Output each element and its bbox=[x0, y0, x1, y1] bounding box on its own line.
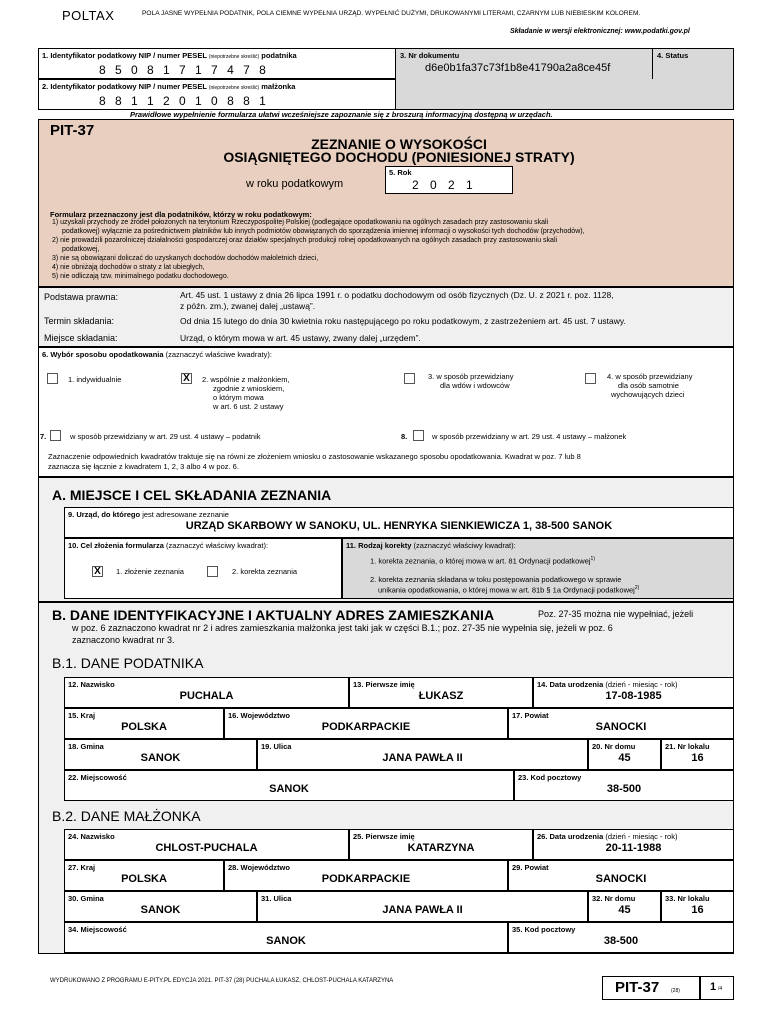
field-14[interactable] bbox=[533, 677, 734, 708]
condition-2b: podatkowej, bbox=[62, 246, 100, 253]
field-19-value: JANA PAWŁA II bbox=[382, 752, 463, 764]
field-32[interactable] bbox=[588, 891, 661, 922]
field-2-note: (niepotrzebne skreślić) bbox=[208, 85, 260, 91]
intended-heading: Formularz przeznaczony jest dla podatników, którzy w roku podatkowym: bbox=[50, 210, 312, 219]
field-1-label: 1. Identyfikator podatkowy NIP / numer PESEL bbox=[42, 51, 207, 60]
field-27-value: POLSKA bbox=[121, 873, 167, 885]
field-25[interactable] bbox=[349, 829, 533, 860]
deadline-label: Termin składania: bbox=[44, 316, 115, 326]
field-21-value: 16 bbox=[691, 752, 704, 764]
field-20[interactable] bbox=[588, 739, 661, 770]
field-35[interactable] bbox=[508, 922, 734, 953]
field-23-label: 23. Kod pocztowy bbox=[518, 773, 582, 782]
field-33[interactable] bbox=[661, 891, 734, 922]
field-25-value: KATARZYNA bbox=[407, 842, 475, 854]
field-2-label: 2. Identyfikator podatkowy NIP / numer PESEL bbox=[42, 82, 207, 91]
field-34[interactable] bbox=[64, 922, 508, 953]
option-2-line-2: zgodnie z wnioskiem, bbox=[213, 384, 285, 393]
field-11-hint: (zaznaczyć właściwy kwadrat): bbox=[413, 541, 516, 550]
header-note: POLA JASNE WYPEŁNIA PODATNIK, POLA CIEMNE WYPEŁNIA URZĄD. WYPEŁNIĆ DUŻYMI, DRUKOWANYMI LITERAMI, CZARNYM LUB NIEBIESKIM KOLOREM. bbox=[142, 10, 641, 17]
option-3-line-2: dla wdów i wdowców bbox=[440, 381, 510, 390]
field-12[interactable] bbox=[64, 677, 349, 708]
option-1-checkbox[interactable] bbox=[47, 373, 58, 384]
field-26-value: 20-11-1988 bbox=[605, 842, 662, 854]
field-19[interactable] bbox=[257, 739, 588, 770]
field-3-label: 3. Nr dokumentu bbox=[400, 51, 460, 60]
field-14-label: 14. Data urodzenia bbox=[537, 680, 604, 689]
section-a-title: A. MIEJSCE I CEL SKŁADANIA ZEZNANIA bbox=[52, 487, 332, 503]
field-34-value: SANOK bbox=[266, 935, 306, 947]
field-21-label: 21. Nr lokalu bbox=[665, 742, 710, 751]
field-31[interactable] bbox=[257, 891, 588, 922]
section-b-title: B. DANE IDENTYFIKACYJNE I AKTUALNY ADRES ZAMIESZKANIA bbox=[52, 607, 495, 623]
taxation-note-1: Zaznaczenie odpowiednich kwadratów traktuje się na równi ze złożeniem wniosku o zastosowanie wskazanego sposobu opodatkowania. Kwadrat w poz. 7 lub 8 bbox=[48, 452, 581, 461]
field-33-value: 16 bbox=[691, 904, 704, 916]
taxation-note-2: zaznacza się łącznie z kwadratem 1, 2, 3 albo 4 w poz. 6. bbox=[48, 462, 239, 471]
field-24-label: 24. Nazwisko bbox=[68, 832, 115, 841]
form-title-1: ZEZNANIE O WYSOKOŚCI bbox=[311, 136, 487, 152]
field-35-value: 38-500 bbox=[603, 935, 639, 947]
field-11-label: 11. Rodzaj korekty bbox=[346, 541, 412, 550]
field-10-label: 10. Cel złożenia formularza bbox=[68, 541, 164, 550]
field-25-label: 25. Pierwsze imię bbox=[353, 832, 415, 841]
field-32-value: 45 bbox=[618, 904, 631, 916]
condition-5: 5) nie odliczają tzw. minimalnego podatku dochodowego. bbox=[52, 273, 229, 280]
field-22-value: SANOK bbox=[269, 783, 309, 795]
b1-title: B.1. DANE PODATNIKA bbox=[52, 655, 204, 671]
place-label: Miejsce składania: bbox=[44, 333, 118, 343]
option-7-checkbox[interactable] bbox=[50, 430, 61, 441]
footer-page: 1 bbox=[710, 981, 717, 993]
field-27-label: 27. Kraj bbox=[68, 863, 96, 872]
field-28[interactable] bbox=[224, 860, 508, 891]
section-b-note-1: Poz. 27-35 można nie wypełniać, jeżeli bbox=[538, 609, 694, 619]
option-3-line-1: 3. w sposób przewidziany bbox=[428, 372, 514, 381]
correction-label: 2. korekta zeznania bbox=[232, 567, 298, 576]
form-title-2: OSIĄGNIĘTEGO DOCHODU (PONIESIONEJ STRATY) bbox=[223, 149, 575, 165]
field-21[interactable] bbox=[661, 739, 734, 770]
field-22[interactable] bbox=[64, 770, 514, 801]
field-9-label: 9. Urząd, do którego bbox=[68, 510, 141, 519]
filing-label: 1. złożenie zeznania bbox=[116, 567, 184, 576]
field-1-value: 8 5 0 8 1 7 1 7 4 7 8 bbox=[99, 63, 269, 77]
field-24-value: CHLOST-PUCHALA bbox=[155, 842, 258, 854]
field-10-hint: (zaznaczyć właściwy kwadrat): bbox=[165, 541, 269, 550]
field-9-hint: jest adresowane zeznanie bbox=[142, 510, 229, 519]
field-20-label: 20. Nr domu bbox=[592, 742, 636, 751]
place-text: Urząd, o którym mowa w art. 45 ustawy, zwany dalej „urzędem”. bbox=[180, 333, 421, 343]
condition-1b: podatkowej) wyłącznie za pośrednictwem płatników lub innych podmiotów obowiązanych do sporządzenia imiennej informacji o wysokości tych dochodów (przychodów), bbox=[62, 228, 585, 235]
field-15[interactable] bbox=[64, 708, 224, 739]
taxation-label-text: 6. Wybór sposobu opodatkowania bbox=[42, 350, 164, 359]
condition-4: 4) nie obniżają dochodów o straty z lat ubiegłych, bbox=[52, 264, 205, 271]
option-4-line-2: dla osób samotnie bbox=[618, 381, 679, 390]
field-33-label: 33. Nr lokalu bbox=[665, 894, 710, 903]
printed-note: WYDRUKOWANO Z PROGRAMU E-PITY.PL EDYCJA 2021. PIT-37 (28) PUCHALA ŁUKASZ, CHLOST-PUCHALA KATARZYNA bbox=[50, 978, 394, 984]
form-code: PIT-37 bbox=[50, 122, 95, 139]
option-2-line-1: 2. wspólnie z małżonkiem, bbox=[202, 375, 290, 384]
section-b-note-3: zaznaczono kwadrat nr 3. bbox=[72, 635, 175, 645]
field-13[interactable] bbox=[349, 677, 533, 708]
field-24[interactable] bbox=[64, 829, 349, 860]
option-4-line-3: wychowujących dzieci bbox=[611, 390, 685, 399]
field-9-value: URZĄD SKARBOWY W SANOKU, UL. HENRYKA SIENKIEWICZA 1, 38-500 SANOK bbox=[185, 520, 613, 532]
correction-type-2-sup: 2) bbox=[634, 585, 640, 591]
field-13-value: ŁUKASZ bbox=[418, 690, 464, 702]
field-14-value: 17-08-1985 bbox=[605, 690, 662, 702]
deadline-text: Od dnia 15 lutego do dnia 30 kwietnia roku następującego po roku podatkowym, z zastrzeżeniem art. 45 ust. 7 ustawy. bbox=[180, 316, 626, 326]
field-4-label: 4. Status bbox=[657, 51, 689, 60]
option-4-checkbox[interactable] bbox=[585, 373, 596, 384]
field-2-suffix: małżonka bbox=[261, 82, 296, 91]
field-18-label: 18. Gmina bbox=[68, 742, 104, 751]
option-8-checkbox[interactable] bbox=[413, 430, 424, 441]
field-17-value: SANOCKI bbox=[595, 721, 647, 733]
field-26[interactable] bbox=[533, 829, 734, 860]
option-4-line-1: 4. w sposób przewidziany bbox=[607, 372, 693, 381]
correction-checkbox[interactable] bbox=[207, 566, 218, 577]
option-3-checkbox[interactable] bbox=[404, 373, 415, 384]
basis-label: Podstawa prawna: bbox=[44, 292, 119, 302]
field-34-label: 34. Miejscowość bbox=[68, 925, 127, 934]
field-30-label: 30. Gmina bbox=[68, 894, 104, 903]
field-17-label: 17. Powiat bbox=[512, 711, 549, 720]
field-18-value: SANOK bbox=[140, 752, 181, 764]
field-10 bbox=[64, 538, 342, 599]
field-1-note: (niepotrzebne skreślić) bbox=[208, 54, 260, 60]
field-16-label: 16. Województwo bbox=[228, 711, 290, 720]
option-1-label: 1. indywidualnie bbox=[68, 375, 122, 384]
field-31-label: 31. Ulica bbox=[261, 894, 292, 903]
correction-type-2b-text: unikania opodatkowania, o której mowa w art. 81b § 1a Ordynacji podatkowej bbox=[378, 585, 635, 595]
field-15-value: POLSKA bbox=[121, 721, 167, 733]
taxation-hint: (zaznaczyć właściwe kwadraty): bbox=[165, 350, 272, 359]
field-12-value: PUCHALA bbox=[179, 690, 234, 702]
field-17[interactable] bbox=[508, 708, 734, 739]
basis-text-1: Art. 45 ust. 1 ustawy z dnia 26 lipca 1991 r. o podatku dochodowym od osób fizycznych (Dz. U. z 2021 r. poz. 1128, bbox=[180, 290, 614, 300]
field-13-label: 13. Pierwsze imię bbox=[353, 680, 415, 689]
field-26-hint: (dzień - miesiąc - rok) bbox=[605, 832, 678, 841]
field-28-value: PODKARPACKIE bbox=[321, 873, 411, 885]
correction-type-1 bbox=[370, 556, 595, 566]
taxation-label bbox=[42, 350, 272, 359]
electronic-note: Składanie w wersji elektronicznej: www.podatki.gov.pl bbox=[510, 28, 690, 35]
option-7-label: w sposób przewidziany w art. 29 ust. 4 ustawy – podatnik bbox=[70, 432, 261, 441]
footer-code: PIT-37 bbox=[615, 979, 660, 996]
option-2-line-4: w art. 6 ust. 2 ustawy bbox=[213, 402, 284, 411]
year-value: 2 0 2 1 bbox=[412, 178, 477, 192]
option-2-line-3: o którym mowa bbox=[213, 393, 264, 402]
field-20-value: 45 bbox=[618, 752, 631, 764]
field-2-value: 8 8 1 1 2 0 1 0 8 8 1 bbox=[99, 94, 269, 108]
field-23[interactable] bbox=[514, 770, 734, 801]
field-29-label: 29. Powiat bbox=[512, 863, 549, 872]
field-15-label: 15. Kraj bbox=[68, 711, 96, 720]
option-8-number: 8. bbox=[401, 432, 408, 441]
field-14-hint: (dzień - miesiąc - rok) bbox=[605, 680, 678, 689]
field-35-label: 35. Kod pocztowy bbox=[512, 925, 576, 934]
option-7-number: 7. bbox=[40, 432, 47, 441]
field-27[interactable] bbox=[64, 860, 224, 891]
field-29-value: SANOCKI bbox=[595, 873, 647, 885]
field-12-label: 12. Nazwisko bbox=[68, 680, 115, 689]
footer-pages: /4 bbox=[718, 986, 723, 992]
option-8-label: w sposób przewidziany w art. 29 ust. 4 ustawy – małżonek bbox=[432, 432, 627, 441]
correction-type-2b bbox=[378, 585, 639, 595]
condition-3: 3) nie są obowiązani doliczać do uzyskanych dochodów dochodów małoletnich dzieci, bbox=[52, 255, 319, 262]
field-2[interactable] bbox=[38, 79, 396, 110]
brand: POLTAX bbox=[62, 8, 115, 23]
basis-text-2: z późn. zm.), zwanej dalej „ustawą”. bbox=[180, 301, 316, 311]
footer-version: (28) bbox=[671, 988, 680, 994]
field-9[interactable] bbox=[64, 507, 734, 538]
field-32-label: 32. Nr domu bbox=[592, 894, 636, 903]
field-18[interactable] bbox=[64, 739, 257, 770]
field-30-value: SANOK bbox=[140, 904, 181, 916]
section-b-note-2: w poz. 6 zaznaczono kwadrat nr 2 i adres zamieszkania małżonka jest taki jak w części B.1.; poz. 27-35 nie wypełnia się, jeżeli w poz. 6 bbox=[72, 623, 613, 633]
filing-checkbox[interactable]: X bbox=[92, 566, 103, 577]
footer-code-box bbox=[602, 976, 700, 1000]
year-prefix: w roku podatkowym bbox=[246, 178, 344, 190]
condition-2: 2) nie prowadzili pozarolniczej działalności gospodarczej oraz działów specjalnych produkcji rolnej opodatkowanych na ogólnych zasadach przy zastosowaniu skali bbox=[52, 237, 558, 244]
guide-note: Prawidłowe wypełnienie formularza ułatwi wcześniejsze zapoznanie się z broszurą informacyjną dostępną w urzędach. bbox=[130, 110, 553, 119]
b2-title: B.2. DANE MAŁŻONKA bbox=[52, 808, 201, 824]
field-23-value: 38-500 bbox=[606, 783, 642, 795]
footer-page-box bbox=[700, 976, 734, 1000]
field-26-label: 26. Data urodzenia bbox=[537, 832, 604, 841]
field-16[interactable] bbox=[224, 708, 508, 739]
field-29[interactable] bbox=[508, 860, 734, 891]
correction-type-1-text: 1. korekta zeznania, o której mowa w art. 81 Ordynacji podatkowej bbox=[370, 556, 591, 566]
field-31-value: JANA PAWŁA II bbox=[382, 904, 463, 916]
field-1-suffix: podatnika bbox=[261, 51, 297, 60]
year-field[interactable] bbox=[385, 166, 513, 194]
option-2-checkbox[interactable]: X bbox=[181, 373, 192, 384]
field-19-label: 19. Ulica bbox=[261, 742, 292, 751]
field-28-label: 28. Województwo bbox=[228, 863, 290, 872]
condition-1: 1) uzyskali przychody ze źródeł położonych na terytorium Rzeczypospolitej Polskiej (podlegające opodatkowaniu na ogólnych zasadach przy zastosowaniu skali bbox=[52, 219, 549, 226]
year-label: 5. Rok bbox=[389, 168, 412, 177]
field-22-label: 22. Miejscowość bbox=[68, 773, 127, 782]
correction-type-2a: 2. korekta zeznania składana w toku postępowania podatkowego w sprawie bbox=[370, 575, 622, 584]
field-1[interactable] bbox=[38, 48, 396, 79]
field-3-value: d6e0b1fa37c73f1b8e41790a2a8ce45f bbox=[425, 62, 611, 74]
field-30[interactable] bbox=[64, 891, 257, 922]
field-16-value: PODKARPACKIE bbox=[321, 721, 411, 733]
correction-type-1-sup: 1) bbox=[590, 556, 595, 562]
status-divider bbox=[652, 48, 653, 79]
